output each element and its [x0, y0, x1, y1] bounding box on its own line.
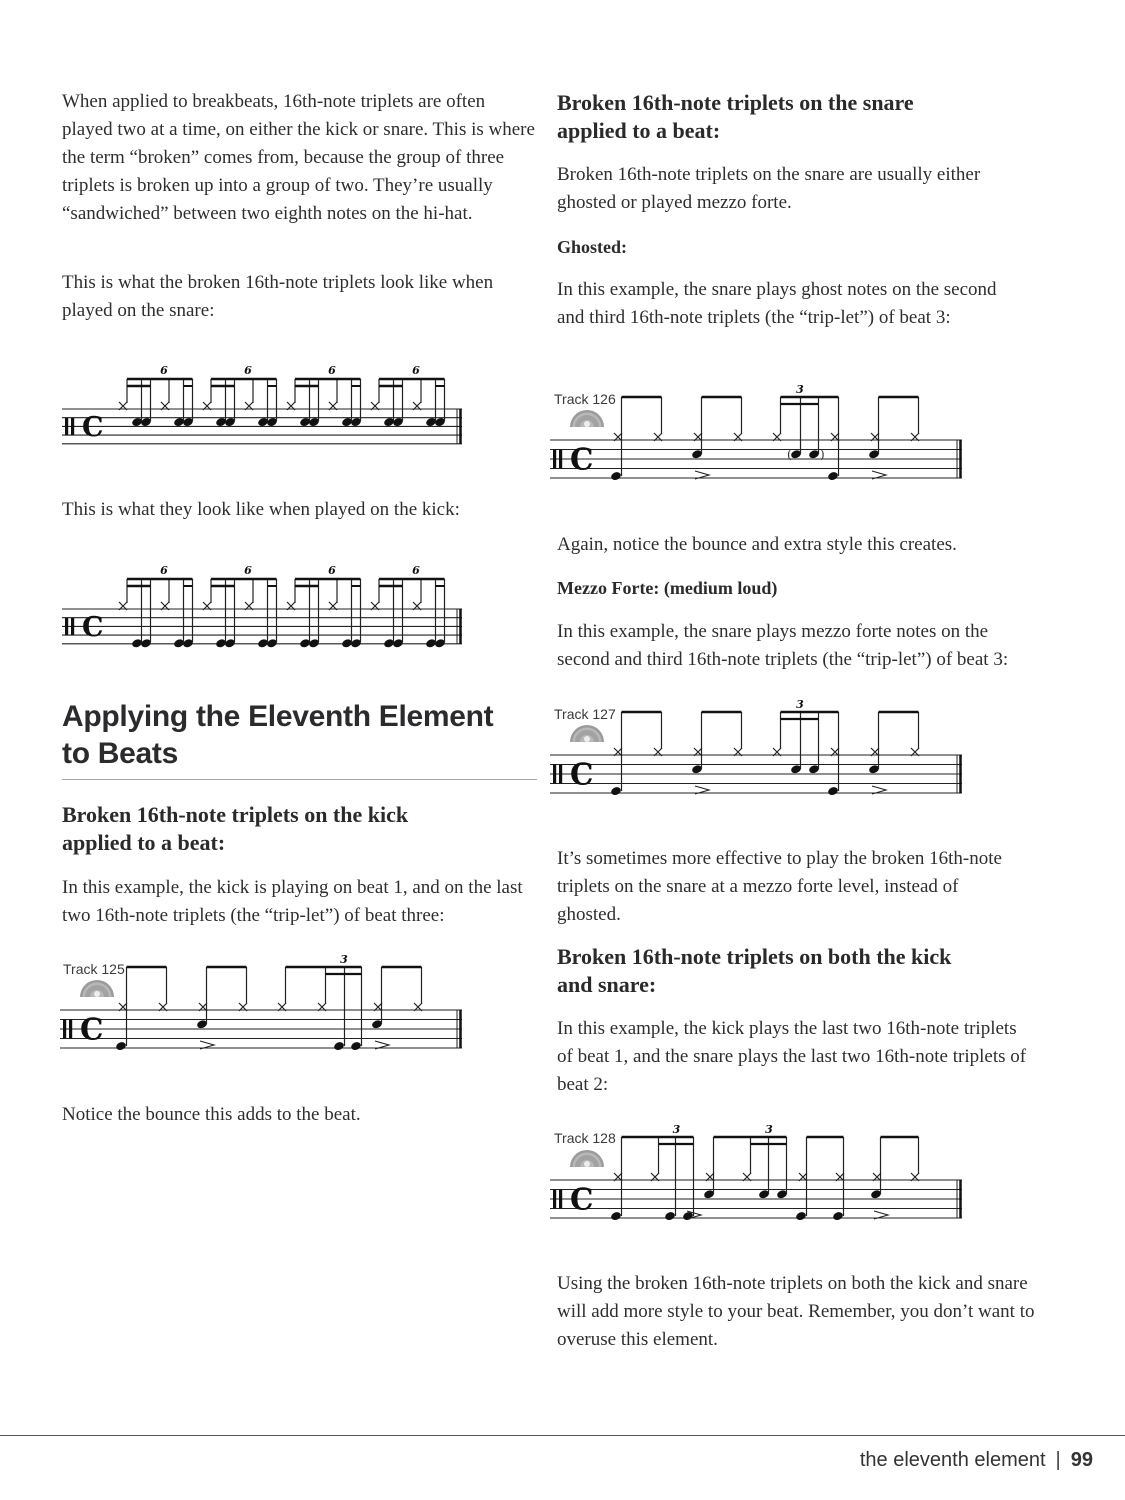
kick-note	[827, 786, 839, 797]
kick-beat-heading	[62, 801, 408, 857]
effective-note: It’s sometimes more effective to play the broken 16th-note triplets on the snare at a mezzo forte level, instead of ghosted.	[557, 848, 1002, 925]
notation-track-127[interactable]	[550, 700, 970, 800]
percussion-clef-icon	[69, 1020, 72, 1039]
page-footer	[860, 1449, 1093, 1472]
common-time-icon: C	[82, 612, 104, 644]
kick-beat-heading-line2: applied to a beat:	[62, 830, 226, 855]
intro-paragraph: When applied to breakbeats, 16th-note triplets are often played two at a time, on either the kick or snare. This is where the term “broken” comes from, because the group of three triplets is broken up into a group of two. They’re usually “sandwiched” between two eighth notes on the hi-hat.	[62, 91, 535, 224]
kick-note	[664, 1211, 676, 1222]
snare-beat-heading	[557, 89, 914, 145]
kick-beat-heading-line1: Broken 16th-note triplets on the kick	[62, 802, 409, 827]
kick-note	[333, 1041, 345, 1052]
snare-intro-paragraph: This is what the broken 16th-note triplets look like when played on the snare:	[62, 272, 494, 321]
tuplet-number: 6	[328, 364, 336, 377]
tuplet-number: 6	[244, 364, 252, 377]
kick-note	[610, 786, 622, 797]
footer-separator: |	[1055, 1449, 1061, 1471]
tuplet-number: 3	[796, 383, 804, 396]
percussion-clef-icon	[71, 618, 74, 635]
kick-intro-paragraph: This is what they look like when played on the kick:	[62, 499, 460, 520]
notation-snare-triplets	[60, 355, 470, 455]
cd-audio-icon[interactable]	[570, 410, 604, 427]
tuplet-number: 6	[412, 364, 420, 377]
both-example: In this example, the kick plays the last two 16th-note triplets of beat 1, and the snare plays the last two 16th-note triplets of beat 2:	[557, 1018, 1027, 1095]
page-number: 99	[1070, 1449, 1093, 1471]
kick-note	[115, 1041, 127, 1052]
again-note: Again, notice the bounce and extra style this creates.	[557, 534, 957, 555]
bounce-note: Notice the bounce this adds to the beat.	[62, 1104, 361, 1125]
mezzo-example: In this example, the snare plays mezzo forte notes on the second and third 16th-note triplets (the “trip-let”) of beat 3:	[557, 621, 1009, 670]
common-time-icon: C	[82, 412, 104, 444]
section-title-line2: to Beats	[62, 737, 178, 770]
section-divider	[62, 779, 537, 780]
common-time-icon: C	[570, 441, 594, 477]
common-time-icon: C	[80, 1011, 104, 1047]
percussion-clef-icon	[559, 1190, 562, 1209]
kick-note	[610, 471, 622, 482]
track-127-label: Track 127	[554, 706, 616, 722]
mezzo-forte-heading: Mezzo Forte: (medium loud)	[557, 578, 778, 598]
kick-note	[610, 1211, 622, 1222]
tuplet-number: 3	[765, 1123, 773, 1136]
snare-beat-heading-line1: Broken 16th-note triplets on the snare	[557, 90, 914, 115]
tuplet-number: 6	[412, 564, 420, 577]
ghost-parenthesis: )	[820, 447, 825, 462]
kick-note	[832, 1211, 844, 1222]
kick-example-paragraph: In this example, the kick is playing on beat 1, and on the last two 16th-note triplets (the “trip-let”) of beat three:	[62, 877, 523, 926]
percussion-clef-icon	[553, 1190, 556, 1209]
ghosted-example: In this example, the snare plays ghost notes on the second and third 16th-note triplets (the “trip-let”) of beat 3:	[557, 279, 997, 328]
track-128-label: Track 128	[554, 1130, 616, 1146]
snare-description: Broken 16th-note triplets on the snare are usually either ghosted or played mezzo forte.	[557, 164, 981, 213]
cd-audio-icon[interactable]	[570, 725, 604, 742]
section-title	[62, 698, 493, 772]
closing-note: Using the broken 16th-note triplets on both the kick and snare will add more style to your beat. Remember, you don’t want to overuse this element.	[557, 1273, 1035, 1350]
section-title-line1: Applying the Eleventh Element	[62, 700, 494, 733]
percussion-clef-icon	[553, 450, 556, 469]
kick-note	[827, 471, 839, 482]
track-125-label: Track 125	[63, 961, 125, 977]
notation-kick-triplets	[60, 555, 470, 655]
tuplet-number: 3	[340, 953, 348, 966]
tuplet-number: 6	[160, 364, 168, 377]
tuplet-number: 6	[244, 564, 252, 577]
ghost-parenthesis: (	[787, 447, 792, 462]
percussion-clef-icon	[553, 765, 556, 784]
percussion-clef-icon	[63, 1020, 66, 1039]
percussion-clef-icon	[65, 418, 68, 435]
percussion-clef-icon	[65, 618, 68, 635]
footer-divider	[0, 1435, 1125, 1436]
tuplet-number: 3	[796, 698, 804, 711]
tuplet-number: 6	[160, 564, 168, 577]
percussion-clef-icon	[559, 765, 562, 784]
notation-track-126[interactable]	[550, 385, 970, 485]
both-beat-heading-line2: and snare:	[557, 972, 657, 997]
kick-note	[350, 1041, 362, 1052]
cd-audio-icon[interactable]	[80, 980, 114, 997]
common-time-icon: C	[570, 1181, 594, 1217]
ghosted-heading: Ghosted:	[557, 237, 628, 257]
chapter-name: the eleventh element	[859, 1449, 1046, 1471]
notation-track-128[interactable]	[550, 1125, 970, 1225]
cd-audio-icon[interactable]	[570, 1150, 604, 1167]
both-beat-heading-line1: Broken 16th-note triplets on both the kick	[557, 944, 952, 969]
common-time-icon: C	[570, 756, 594, 792]
percussion-clef-icon	[71, 418, 74, 435]
snare-beat-heading-line2: applied to a beat:	[557, 118, 721, 143]
tuplet-number: 6	[328, 564, 336, 577]
tuplet-number: 3	[672, 1123, 681, 1136]
both-beat-heading	[557, 943, 951, 999]
percussion-clef-icon	[559, 450, 562, 469]
kick-note	[795, 1211, 807, 1222]
track-126-label: Track 126	[554, 391, 616, 407]
notation-track-125[interactable]	[60, 955, 470, 1055]
